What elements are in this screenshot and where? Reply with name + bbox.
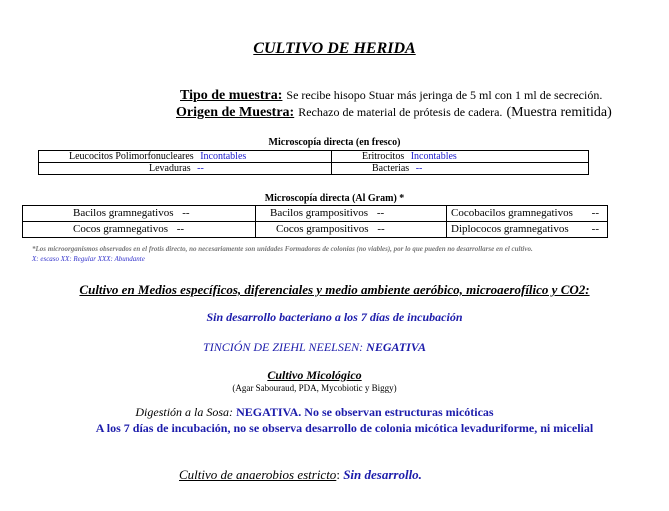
cell-label: Diplococos gramnegativos xyxy=(451,223,569,235)
ziehl-neelsen-line xyxy=(0,340,629,355)
sample-type-line xyxy=(180,86,602,104)
cell-value: -- xyxy=(377,223,385,235)
anaerobes-line xyxy=(179,467,422,483)
cell-value: -- xyxy=(591,207,599,219)
cell-label: Bacterias xyxy=(372,163,410,174)
table-cell xyxy=(447,206,608,222)
sample-origin-line xyxy=(176,103,612,121)
digestion-line xyxy=(0,405,629,420)
cell-value: -- xyxy=(176,223,185,235)
cell-value: -- xyxy=(376,207,385,219)
anaerobes-value: Sin desarrollo. xyxy=(343,467,422,482)
cell-label: Eritrocitos xyxy=(362,151,405,162)
table-cell xyxy=(332,151,589,163)
table-row xyxy=(39,151,589,163)
anaerobes-separator: : xyxy=(336,467,340,482)
table-row xyxy=(23,222,608,238)
digestion-label: Digestión a la Sosa: xyxy=(135,405,234,419)
table-cell xyxy=(23,222,256,238)
table-cell xyxy=(256,206,447,222)
table-cell xyxy=(256,222,447,238)
fresh-microscopy-table xyxy=(38,150,589,175)
ziehl-neelsen-label: TINCIÓN DE ZIEHL NEELSEN: xyxy=(203,340,364,354)
gram-microscopy-table xyxy=(22,205,608,238)
table-cell xyxy=(39,163,332,175)
ziehl-neelsen-value: NEGATIVA xyxy=(366,340,426,354)
culture-result: Sin desarrollo bacteriano a los 7 días de incubación xyxy=(206,310,463,324)
table-row xyxy=(39,163,589,175)
sample-origin-note: (Muestra remitida) xyxy=(506,105,612,120)
sample-origin-value: Rechazo de material de prótesis de cadera. xyxy=(298,105,503,119)
gram-microscopy-title: Microscopía directa (Al Gram) * xyxy=(264,193,405,204)
mycology-media: (Agar Sabouraud, PDA, Mycobiotic y Biggy) xyxy=(232,383,397,393)
cell-label: Bacilos grampositivos xyxy=(270,207,369,219)
cell-value: Incontables xyxy=(410,151,457,162)
table-cell xyxy=(23,206,256,222)
cell-value: -- xyxy=(182,207,190,219)
cell-value: Incontables xyxy=(200,151,247,162)
table-row xyxy=(23,206,608,222)
sample-origin-label: Origen de Muestra: xyxy=(176,105,295,120)
gram-footnote: *Los microorganismos observados en el frotis directo, no necesariamente son unidades Formadoras de colonias (no viables), por lo que pueden no desarrollarse en el cultivo. xyxy=(32,245,533,253)
table-cell xyxy=(332,163,589,175)
cell-label: Levaduras xyxy=(149,163,191,174)
page-title: CULTIVO DE HERIDA xyxy=(253,40,416,57)
culture-heading: Cultivo en Medios específicos, diferenciales y medio ambiente aeróbico, microaerofílico y CO2: xyxy=(79,282,590,297)
cell-label: Bacilos gramnegativos xyxy=(73,207,174,219)
sample-type-value: Se recibe hisopo Stuar más jeringa de 5 ml con 1 ml de secreción. xyxy=(286,88,603,102)
fresh-microscopy-title: Microscopía directa (en fresco) xyxy=(268,137,401,148)
cell-label: Cocos gramnegativos xyxy=(73,223,169,235)
cell-label: Cocobacilos gramnegativos xyxy=(451,207,573,219)
sample-type-label: Tipo de muestra: xyxy=(180,88,283,103)
table-cell xyxy=(39,151,332,163)
cell-label: Leucocitos Polimorfonucleares xyxy=(69,151,194,162)
cell-value: -- xyxy=(591,223,599,235)
mycology-heading: Cultivo Micológico xyxy=(267,368,362,382)
abundance-legend: X: escaso XX: Regular XXX: Abundante xyxy=(32,255,145,263)
table-cell xyxy=(447,222,608,238)
cell-value: -- xyxy=(415,163,423,174)
digestion-value: NEGATIVA. No se observan estructuras micóticas xyxy=(236,405,494,419)
cell-value: -- xyxy=(197,163,204,174)
anaerobes-label: Cultivo de anaerobios estricto xyxy=(179,467,337,482)
cell-label: Cocos grampositivos xyxy=(276,223,369,235)
mycology-incubation: A los 7 días de incubación, no se observa desarrollo de colonia micótica levaduriforme, ni micelial xyxy=(95,421,594,435)
